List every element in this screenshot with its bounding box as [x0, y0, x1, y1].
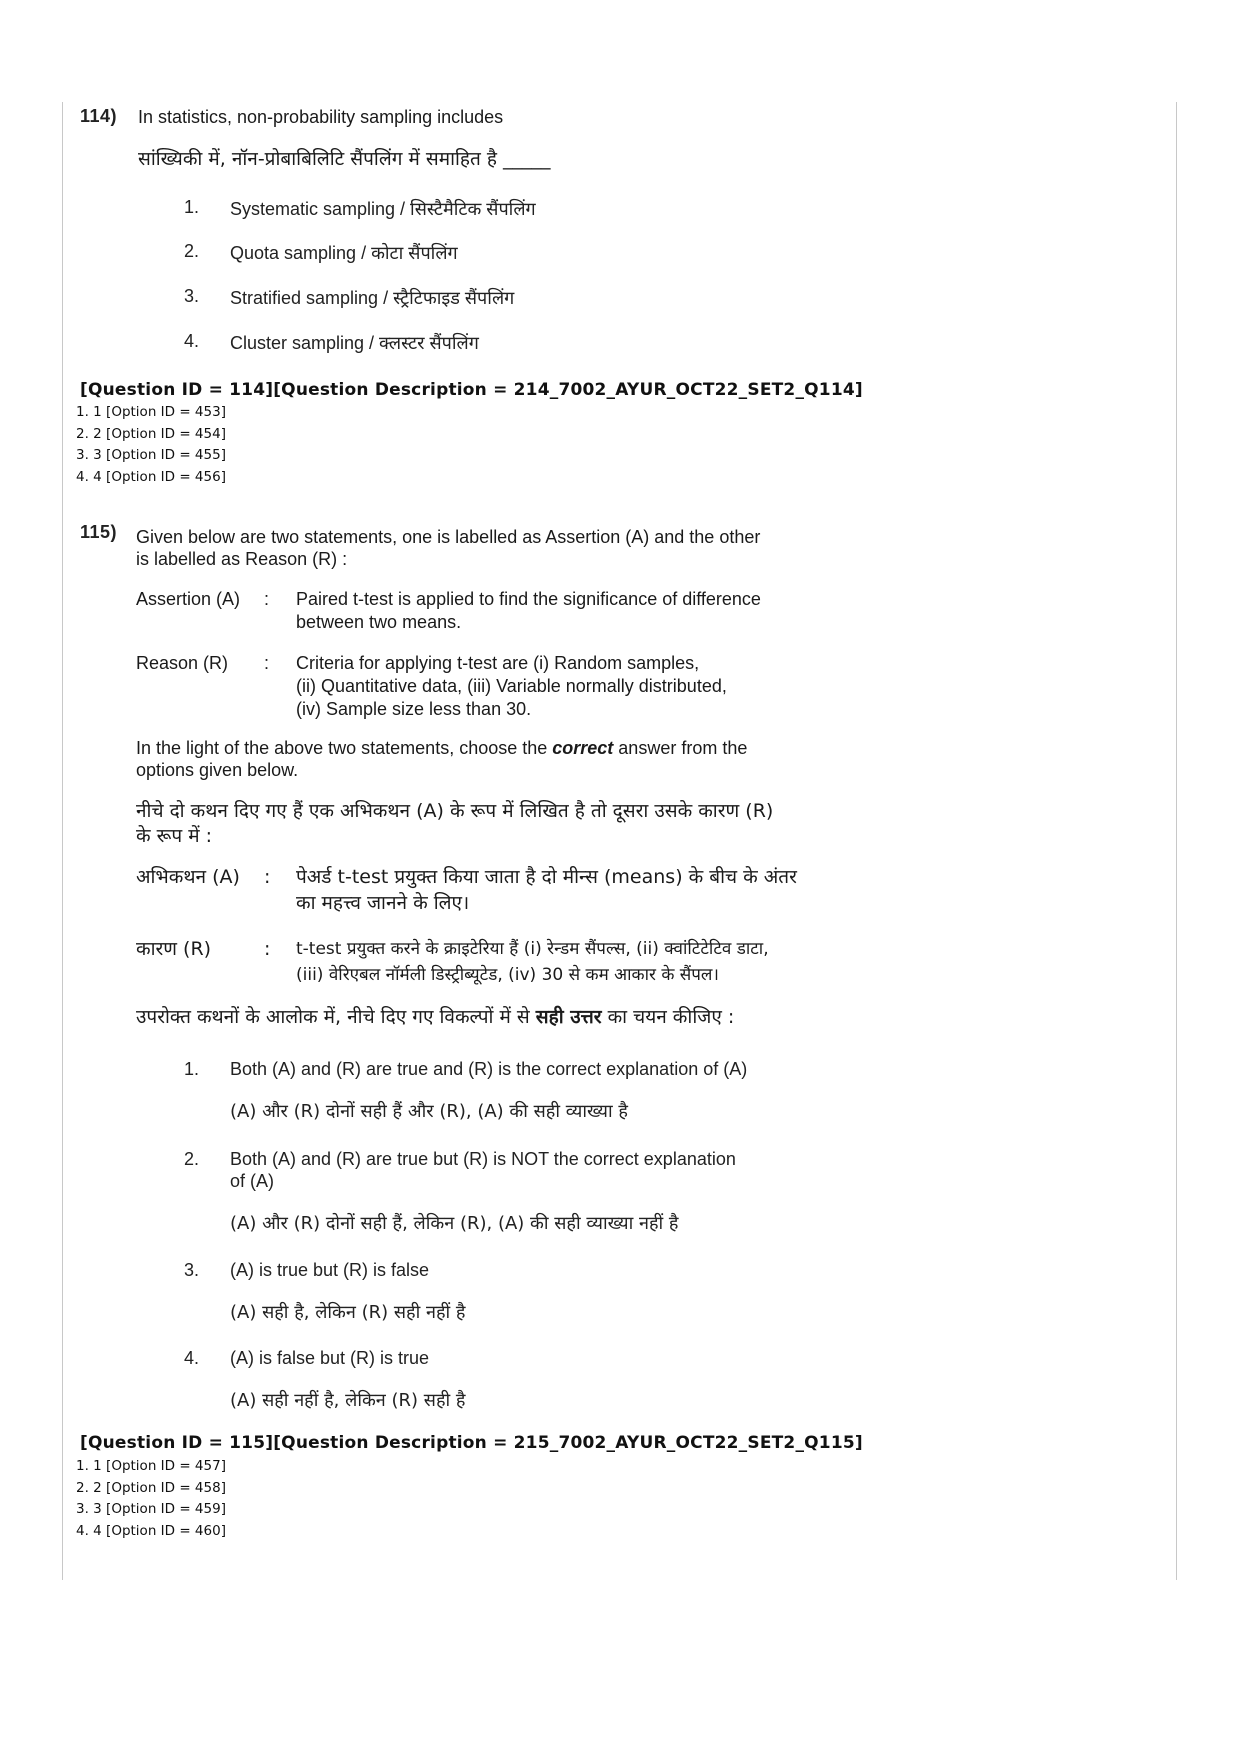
option-id-item: 3. 3 [Option ID = 455]: [76, 447, 226, 463]
question-number: 114): [80, 106, 118, 126]
option-id-list: [76, 1456, 226, 1542]
colon: :: [264, 866, 271, 888]
option-number: 4.: [184, 331, 200, 351]
assertion-label: Assertion (A): [136, 589, 241, 609]
hindi-instruction-emphasis: सही उत्तर: [535, 1006, 602, 1028]
question-number: 115): [80, 522, 118, 542]
hindi-reason-line-1: t-test प्रयुक्त करने के क्राइटेरिया हैं (i) रेन्डम सैंपल्स, (ii) क्वांटिटेटिव डाटा,: [296, 939, 769, 959]
colon: :: [264, 938, 271, 960]
option-text: Quota sampling / कोटा सैंपलिंग: [230, 243, 458, 263]
option-id-item: 1. 1 [Option ID = 457]: [76, 1458, 226, 1474]
option-id-item: 2. 2 [Option ID = 458]: [76, 1479, 226, 1496]
option-id-item: 4. 4 [Option ID = 456]: [76, 468, 226, 485]
instruction-text: answer from the: [613, 738, 748, 758]
option-text: Cluster sampling / क्लस्टर सैंपलिंग: [230, 333, 479, 353]
assertion-line-2: between two means.: [296, 612, 462, 632]
option-id-item: 3. 3 [Option ID = 459]: [76, 1501, 226, 1517]
option-number: 3.: [184, 1260, 200, 1280]
colon: :: [264, 589, 270, 609]
option-id-item: 1. 1 [Option ID = 453]: [76, 404, 226, 420]
option-text-en: Both (A) and (R) are true and (R) is the correct explanation of (A): [230, 1059, 748, 1079]
option-id-item: 4. 4 [Option ID = 460]: [76, 1522, 226, 1539]
option-text-en: (A) is true but (R) is false: [230, 1260, 430, 1280]
hindi-reason-line-2: (iii) वेरिएबल नॉर्मली डिस्ट्रीब्यूटेड, (iv) 30 से कम आकार के सैंपल।: [296, 965, 719, 985]
question-stem-en: In statistics, non-probability sampling includes: [138, 107, 504, 127]
instruction-text: In the light of the above two statements, choose the: [136, 738, 553, 758]
question-stem-hi: सांख्यिकी में, नॉन-प्रोबाबिलिटि सैंपलिंग में समाहित है _____: [138, 148, 551, 170]
reason-line-3: (iv) Sample size less than 30.: [296, 699, 532, 719]
page-border-right: [1176, 102, 1177, 1580]
option-number: 2.: [184, 241, 200, 261]
intro-line-2: is labelled as Reason (R) :: [136, 549, 348, 569]
assertion-text: [296, 588, 826, 634]
option-text-hi: (A) और (R) दोनों सही हैं, लेकिन (R), (A) की सही व्याख्या नहीं है: [230, 1213, 679, 1234]
hindi-assertion-line-2: का महत्त्व जानने के लिए।: [296, 892, 470, 914]
option-text: Stratified sampling / स्ट्रैटिफाइड सैंपलिंग: [230, 288, 515, 308]
option-number: 3.: [184, 286, 200, 306]
option-text-hi: (A) सही है, लेकिन (R) सही नहीं है: [230, 1302, 466, 1323]
option-text-en-cont: of (A): [230, 1171, 275, 1191]
hindi-reason-label: कारण (R): [136, 938, 212, 960]
option-text-hi: (A) और (R) दोनों सही हैं और (R), (A) की सही व्याख्या है: [230, 1101, 628, 1122]
instruction-emphasis: correct: [552, 738, 614, 758]
hindi-instruction: [136, 1006, 734, 1029]
question-id-line: [Question ID = 115][Question Description = 215_7002_AYUR_OCT22_SET2_Q115]: [80, 1433, 863, 1453]
option-text: Systematic sampling / सिस्टैमैटिक सैंपलिंग: [230, 199, 536, 219]
hindi-intro-1: नीचे दो कथन दिए गए हैं एक अभिकथन (A) के रूप में लिखित है तो दूसरा उसके कारण (R): [136, 800, 774, 822]
reason-text: [296, 652, 826, 721]
reason-line-1: Criteria for applying t-test are (i) Random samples,: [296, 653, 700, 673]
reason-line-2: (ii) Quantitative data, (iii) Variable normally distributed,: [296, 676, 727, 696]
assertion-line-1: Paired t-test is applied to find the significance of difference: [296, 589, 761, 609]
option-text-hi: (A) सही नहीं है, लेकिन (R) सही है: [230, 1390, 466, 1411]
hindi-reason-text: [296, 938, 826, 987]
instruction-line-1: [136, 737, 747, 760]
hindi-intro-2: के रूप में :: [136, 825, 213, 847]
question-id-line: [Question ID = 114][Question Description = 214_7002_AYUR_OCT22_SET2_Q114]: [80, 380, 863, 400]
hindi-assertion-label: अभिकथन (A): [136, 866, 240, 888]
hindi-assertion-line-1: पेअर्ड t-test प्रयुक्त किया जाता है दो मीन्स (means) के बीच के अंतर: [296, 866, 797, 888]
option-number: 4.: [184, 1348, 200, 1368]
hindi-instruction-text: उपरोक्त कथनों के आलोक में, नीचे दिए गए विकल्पों में से: [136, 1006, 536, 1028]
instruction-line-2: options given below.: [136, 760, 299, 780]
option-id-list: [76, 402, 226, 488]
option-text-en: Both (A) and (R) are true but (R) is NOT the correct explanation: [230, 1149, 736, 1169]
option-number: 1.: [184, 197, 200, 217]
option-number: 2.: [184, 1149, 200, 1169]
hindi-assertion-text: [296, 866, 826, 915]
reason-label: Reason (R): [136, 653, 229, 673]
intro-line-1: Given below are two statements, one is labelled as Assertion (A) and the other: [136, 527, 761, 547]
option-id-item: 2. 2 [Option ID = 454]: [76, 425, 226, 442]
hindi-instruction-text: का चयन कीजिए :: [601, 1006, 735, 1028]
page-border-left: [62, 102, 63, 1580]
colon: :: [264, 653, 270, 673]
option-number: 1.: [184, 1059, 200, 1079]
option-text-en: (A) is false but (R) is true: [230, 1348, 430, 1368]
